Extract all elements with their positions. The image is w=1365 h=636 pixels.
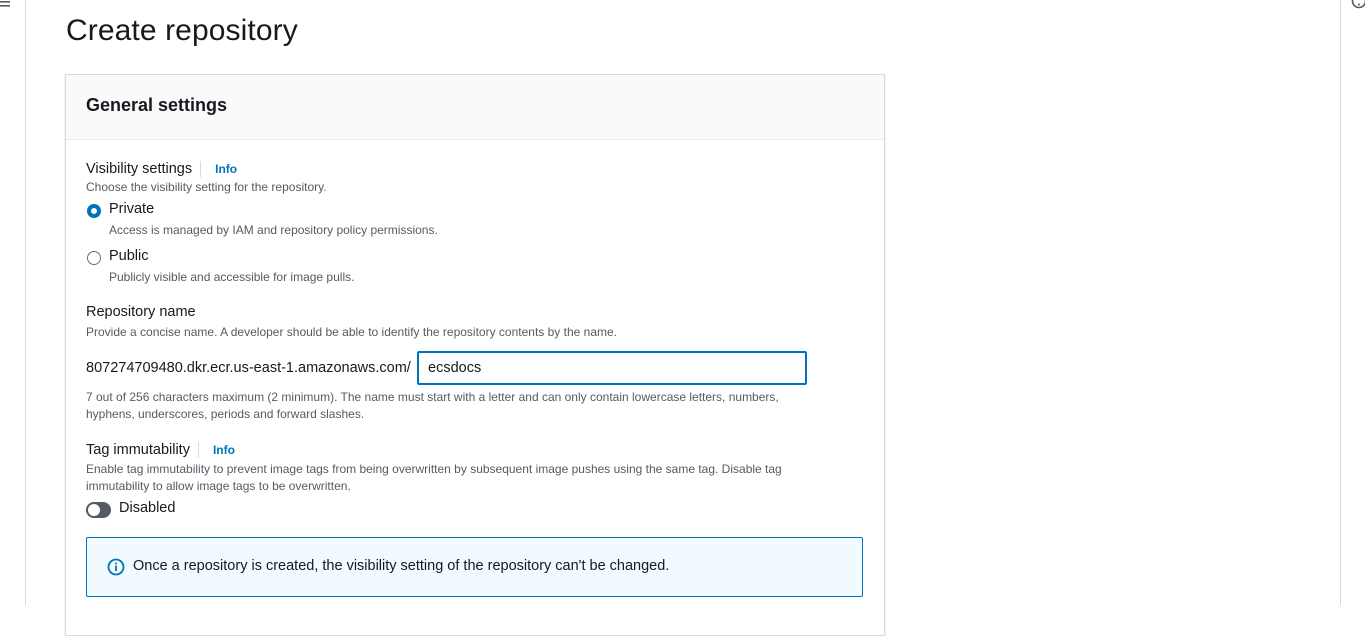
label-divider <box>198 442 199 458</box>
toggle-knob <box>88 504 100 516</box>
tag-immutability-toggle[interactable] <box>86 502 111 518</box>
panel-body <box>66 140 884 156</box>
radio-private-label[interactable]: Private <box>109 201 154 217</box>
repository-name-constraint <box>86 389 846 423</box>
alert-text: Once a repository is created, the visibility setting of the repository can't be changed. <box>133 558 669 574</box>
panel-header <box>66 75 884 140</box>
constraint-line-2: hyphens, underscores, periods and forward slashes. <box>86 406 846 423</box>
navigation-rail <box>0 0 26 605</box>
tag-immutability-label-row <box>86 441 235 459</box>
hamburger-menu-icon[interactable] <box>0 0 10 8</box>
tag-immutability-description-line-1: Enable tag immutability to prevent image tags from being overwritten by subsequent image pushes using the same tag. Disable tag <box>86 461 846 478</box>
tools-rail <box>1340 0 1365 605</box>
tag-immutability-label: Tag immutability <box>86 442 190 458</box>
radio-public[interactable] <box>87 251 101 265</box>
visibility-settings-label-row <box>86 160 237 178</box>
info-circle-icon <box>107 558 125 576</box>
repository-name-input[interactable] <box>417 351 807 385</box>
repository-uri-prefix: 807274709480.dkr.ecr.us-east-1.amazonaws.com/ <box>86 360 411 376</box>
radio-private-description: Access is managed by IAM and repository policy permissions. <box>109 222 438 239</box>
constraint-line-1: 7 out of 256 characters maximum (2 minimum). The name must start with a letter and can only contain lowercase letters, numbers, <box>86 389 846 406</box>
tag-immutability-description-line-2: immutability to allow image tags to be overwritten. <box>86 478 846 495</box>
radio-public-description: Publicly visible and accessible for image pulls. <box>109 269 354 286</box>
general-settings-panel <box>65 74 885 636</box>
tag-immutability-toggle-label: Disabled <box>119 500 175 516</box>
visibility-settings-description: Choose the visibility setting for the repository. <box>86 179 327 196</box>
visibility-settings-label: Visibility settings <box>86 161 192 177</box>
repository-name-description: Provide a concise name. A developer should be able to identify the repository contents by the name. <box>86 324 617 341</box>
tag-immutability-info-link[interactable]: Info <box>213 443 235 457</box>
panel-title: General settings <box>86 95 864 116</box>
radio-private[interactable] <box>87 204 101 218</box>
page-title: Create repository <box>66 14 298 48</box>
radio-public-label[interactable]: Public <box>109 248 149 264</box>
repository-name-label: Repository name <box>86 304 196 320</box>
visibility-info-alert <box>86 537 863 597</box>
visibility-info-link[interactable]: Info <box>215 162 237 176</box>
help-circle-icon[interactable] <box>1351 0 1365 9</box>
tag-immutability-description <box>86 461 846 495</box>
label-divider <box>200 161 201 177</box>
